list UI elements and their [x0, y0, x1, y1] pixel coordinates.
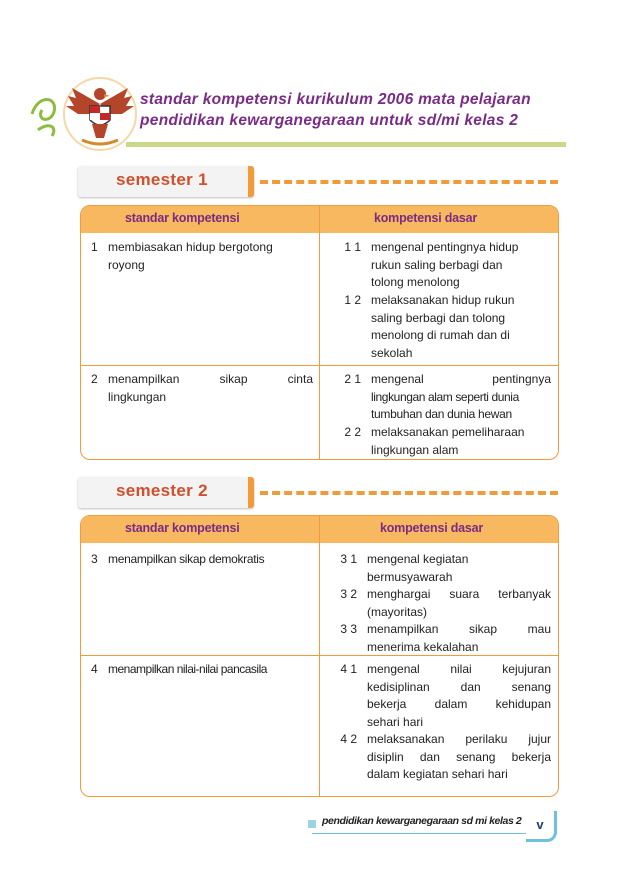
- title-line-2: pendidikan kewarganegaraan untuk sd/mi kelas 2: [140, 112, 519, 129]
- kd-line: bekerja dalam kehidupan: [367, 697, 551, 711]
- page-number: v: [526, 811, 557, 842]
- sk-text: [108, 371, 313, 406]
- kd-line: rukun saling berbagi dan: [371, 257, 503, 272]
- semester-1-tab: [78, 166, 254, 197]
- table-row-sk: [91, 239, 313, 279]
- kd-line: tumbuhan dan dunia hewan: [371, 407, 512, 421]
- kd-line: menolong di rumah dan di: [371, 328, 510, 342]
- table-row-sk: [91, 661, 317, 681]
- kd-line: melaksanakan pemeliharaan: [371, 425, 525, 439]
- kd-text: [367, 731, 551, 784]
- kd-number: 1 1: [344, 240, 361, 254]
- semester-1-label: semester 1: [116, 170, 208, 189]
- column-divider: [319, 516, 320, 796]
- kd-line: bermusyawarah: [367, 569, 453, 584]
- kd-line: dalam kegiatan sehari hari: [367, 767, 508, 781]
- kd-text: [371, 371, 551, 424]
- kd-line: lingkungan alam: [371, 442, 459, 457]
- header-kompetensi-dasar: kompetensi dasar: [380, 521, 484, 535]
- kd-line: lingkungan alam seperti dunia: [371, 389, 519, 404]
- row-divider: [81, 365, 558, 366]
- sk-line: lingkungan: [108, 389, 167, 404]
- kd-line: disiplin dan senang bekerja: [367, 749, 551, 764]
- kd-text: [367, 551, 551, 586]
- kd-line: mengenal nilai kejujuran: [367, 662, 551, 676]
- table-row-sk: [91, 551, 317, 571]
- sk-line: menampilkan sikap cinta: [108, 372, 313, 386]
- sk-line: menampilkan nilai-nilai pancasila: [108, 662, 267, 676]
- table-row-kd: [331, 371, 551, 456]
- kd-line: kedisiplinan dan senang: [367, 679, 551, 694]
- kd-line: sehari hari: [367, 714, 424, 729]
- kd-number: 4 1: [340, 662, 357, 676]
- sk-line: menampilkan sikap demokratis: [108, 552, 265, 566]
- semester-2-tab: [78, 477, 254, 508]
- kd-text: [371, 292, 551, 362]
- kd-number: 2 1: [344, 372, 361, 386]
- kd-text: [367, 621, 551, 656]
- table-row-kd: [327, 661, 551, 793]
- sk-line: royong: [108, 257, 145, 272]
- sk-number: 3: [91, 552, 98, 566]
- table-row-kd: [331, 239, 551, 364]
- sk-text: [108, 239, 273, 274]
- kd-line: (mayoritas): [367, 604, 428, 619]
- table-row-kd: [327, 551, 551, 655]
- kd-line: menghargai suara terbanyak: [367, 587, 551, 601]
- header-divider: [126, 142, 566, 147]
- kd-line: saling berbagi dan tolong: [371, 310, 506, 325]
- kd-line: mengenal pentingnya hidup: [371, 240, 519, 254]
- kd-number: 3 1: [340, 552, 357, 566]
- sk-text: [108, 661, 267, 679]
- page-title: [140, 89, 565, 131]
- semester-2-label: semester 2: [116, 481, 208, 500]
- kd-line: tolong menolong: [371, 275, 460, 289]
- kd-line: melaksanakan hidup rukun: [371, 293, 515, 307]
- sk-text: [108, 551, 264, 569]
- semester-1-dashed-line: [260, 180, 558, 184]
- semester-2-dashed-line: [260, 491, 558, 495]
- kd-line: menerima kekalahan: [367, 639, 479, 654]
- semester-1-table: [80, 205, 559, 460]
- sk-number: 1: [91, 240, 98, 254]
- kd-number: 1 2: [344, 293, 361, 307]
- header-kompetensi-dasar: kompetensi dasar: [374, 211, 478, 225]
- sk-line: membiasakan hidup bergotong: [108, 240, 273, 254]
- kd-line: menampilkan sikap mau: [367, 622, 551, 636]
- header-standar-kompetensi: standar kompetensi: [125, 211, 240, 225]
- title-line-1: standar kompetensi kurikulum 2006 mata pelajaran: [140, 91, 531, 108]
- header-standar-kompetensi: standar kompetensi: [125, 521, 240, 535]
- kd-number: 3 2: [340, 587, 357, 601]
- table-row-sk: [91, 371, 313, 411]
- kd-text: [367, 586, 551, 621]
- kd-text: [371, 239, 551, 292]
- kd-line: mengenal kegiatan: [367, 552, 469, 566]
- kd-number: 3 3: [340, 622, 357, 636]
- kd-text: [371, 424, 551, 459]
- footer-square-icon: [308, 820, 316, 828]
- semester-2-table: [80, 515, 559, 797]
- kd-text: [367, 661, 551, 731]
- kd-number: 2 2: [344, 425, 361, 439]
- sk-number: 2: [91, 372, 98, 386]
- kd-number: 4 2: [340, 732, 357, 746]
- garuda-emblem-icon: [28, 74, 138, 154]
- kd-line: melaksanakan perilaku jujur: [367, 732, 551, 746]
- column-divider: [319, 206, 320, 459]
- sk-number: 4: [91, 662, 98, 676]
- footer-text: pendidikan kewarganegaraan sd mi kelas 2: [322, 815, 522, 827]
- kd-line: mengenal pentingnya: [371, 372, 551, 386]
- footer-line: [312, 833, 542, 834]
- kd-line: sekolah: [371, 345, 413, 360]
